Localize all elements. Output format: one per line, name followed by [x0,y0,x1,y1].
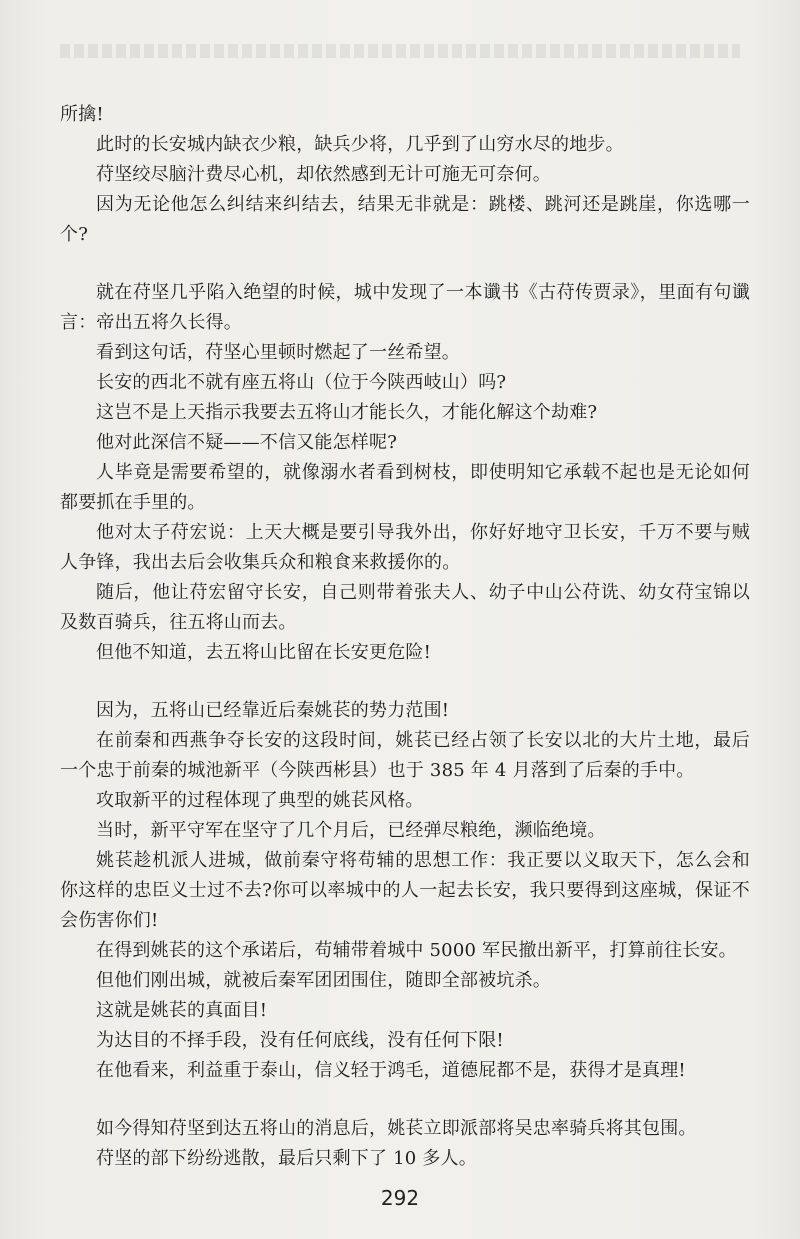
paragraph: 此时的长安城内缺衣少粮，缺兵少将，几乎到了山穷水尽的地步。 [96,134,624,155]
paragraph: 当时，新平守军在坚守了几个月后，已经弹尽粮绝，濒临绝境。 [96,820,606,841]
paragraph: 这就是姚苌的真面目! [96,1000,268,1021]
paragraph: 看到这句话，苻坚心里顿时燃起了一丝希望。 [96,342,460,363]
section-break [60,668,750,696]
paragraph: 姚苌趁机派人进城，做前秦守将苟辅的思想工作：我正要以义取天下，怎么会和你这样的忠臣义士过不去?你可以率城中的人一起去长安，我只要得到这座城，保证不会伤害你们! [60,850,750,931]
paragraph: 所擒! [60,104,104,125]
section-break [60,1086,750,1114]
paragraph: 因为无论他怎么纠结来纠结去，结果无非就是：跳楼、跳河还是跳崖，你选哪一个? [60,194,750,245]
paragraph: 就在苻坚几乎陷入绝望的时候，城中发现了一本谶书《古苻传贾录》，里面有句谶言：帝出五将久长得。 [60,282,750,333]
paragraph: 他对此深信不疑——不信又能怎样呢? [96,432,398,453]
paragraph: 在他看来，利益重于泰山，信义轻于鸿毛，道德屁都不是，获得才是真理! [96,1060,686,1081]
paragraph: 在前秦和西燕争夺长安的这段时间，姚苌已经占领了长安以北的大片土地，最后一个忠于前秦的城池新平（今陕西彬县）也于 385 年 4 月落到了后秦的手中。 [60,730,750,781]
paragraph: 攻取新平的过程体现了典型的姚苌风格。 [96,790,424,811]
page-number: 292 [380,1186,420,1210]
paragraph: 如今得知苻坚到达五将山的消息后，姚苌立即派部将吴忠率骑兵将其包围。 [96,1118,697,1139]
paragraph: 这岂不是上天指示我要去五将山才能长久，才能化解这个劫难? [96,402,598,423]
paragraph: 人毕竟是需要希望的，就像溺水者看到树枝，即使明知它承载不起也是无论如何都要抓在手里的。 [60,462,750,513]
paragraph: 但他们刚出城，就被后秦军团团围住，随即全部被坑杀。 [96,970,551,991]
paragraph: 苻坚绞尽脑汁费尽心机，却依然感到无计可施无可奈何。 [96,164,551,185]
paragraph: 为达目的不择手段，没有任何底线，没有任何下限! [96,1030,504,1051]
paragraph: 但他不知道，去五将山比留在长安更危险! [96,642,432,663]
paragraph: 在得到姚苌的这个承诺后，苟辅带着城中 5000 军民撤出新平，打算前往长安。 [96,940,737,961]
paragraph: 因为，五将山已经靠近后秦姚苌的势力范围! [96,700,450,721]
bleed-through-header [60,44,740,58]
paragraph: 苻坚的部下纷纷逃散，最后只剩下了 10 多人。 [96,1148,477,1169]
section-break [60,250,750,278]
body-text [60,100,750,1174]
paragraph: 他对太子苻宏说：上天大概是要引导我外出，你好好地守卫长安，千万不要与贼人争锋，我出去后会收集兵众和粮食来救援你的。 [60,522,750,573]
paragraph: 长安的西北不就有座五将山（位于今陕西岐山）吗? [96,372,507,393]
paragraph: 随后，他让苻宏留守长安，自己则带着张夫人、幼子中山公苻诜、幼女苻宝锦以及数百骑兵，往五将山而去。 [60,582,750,633]
